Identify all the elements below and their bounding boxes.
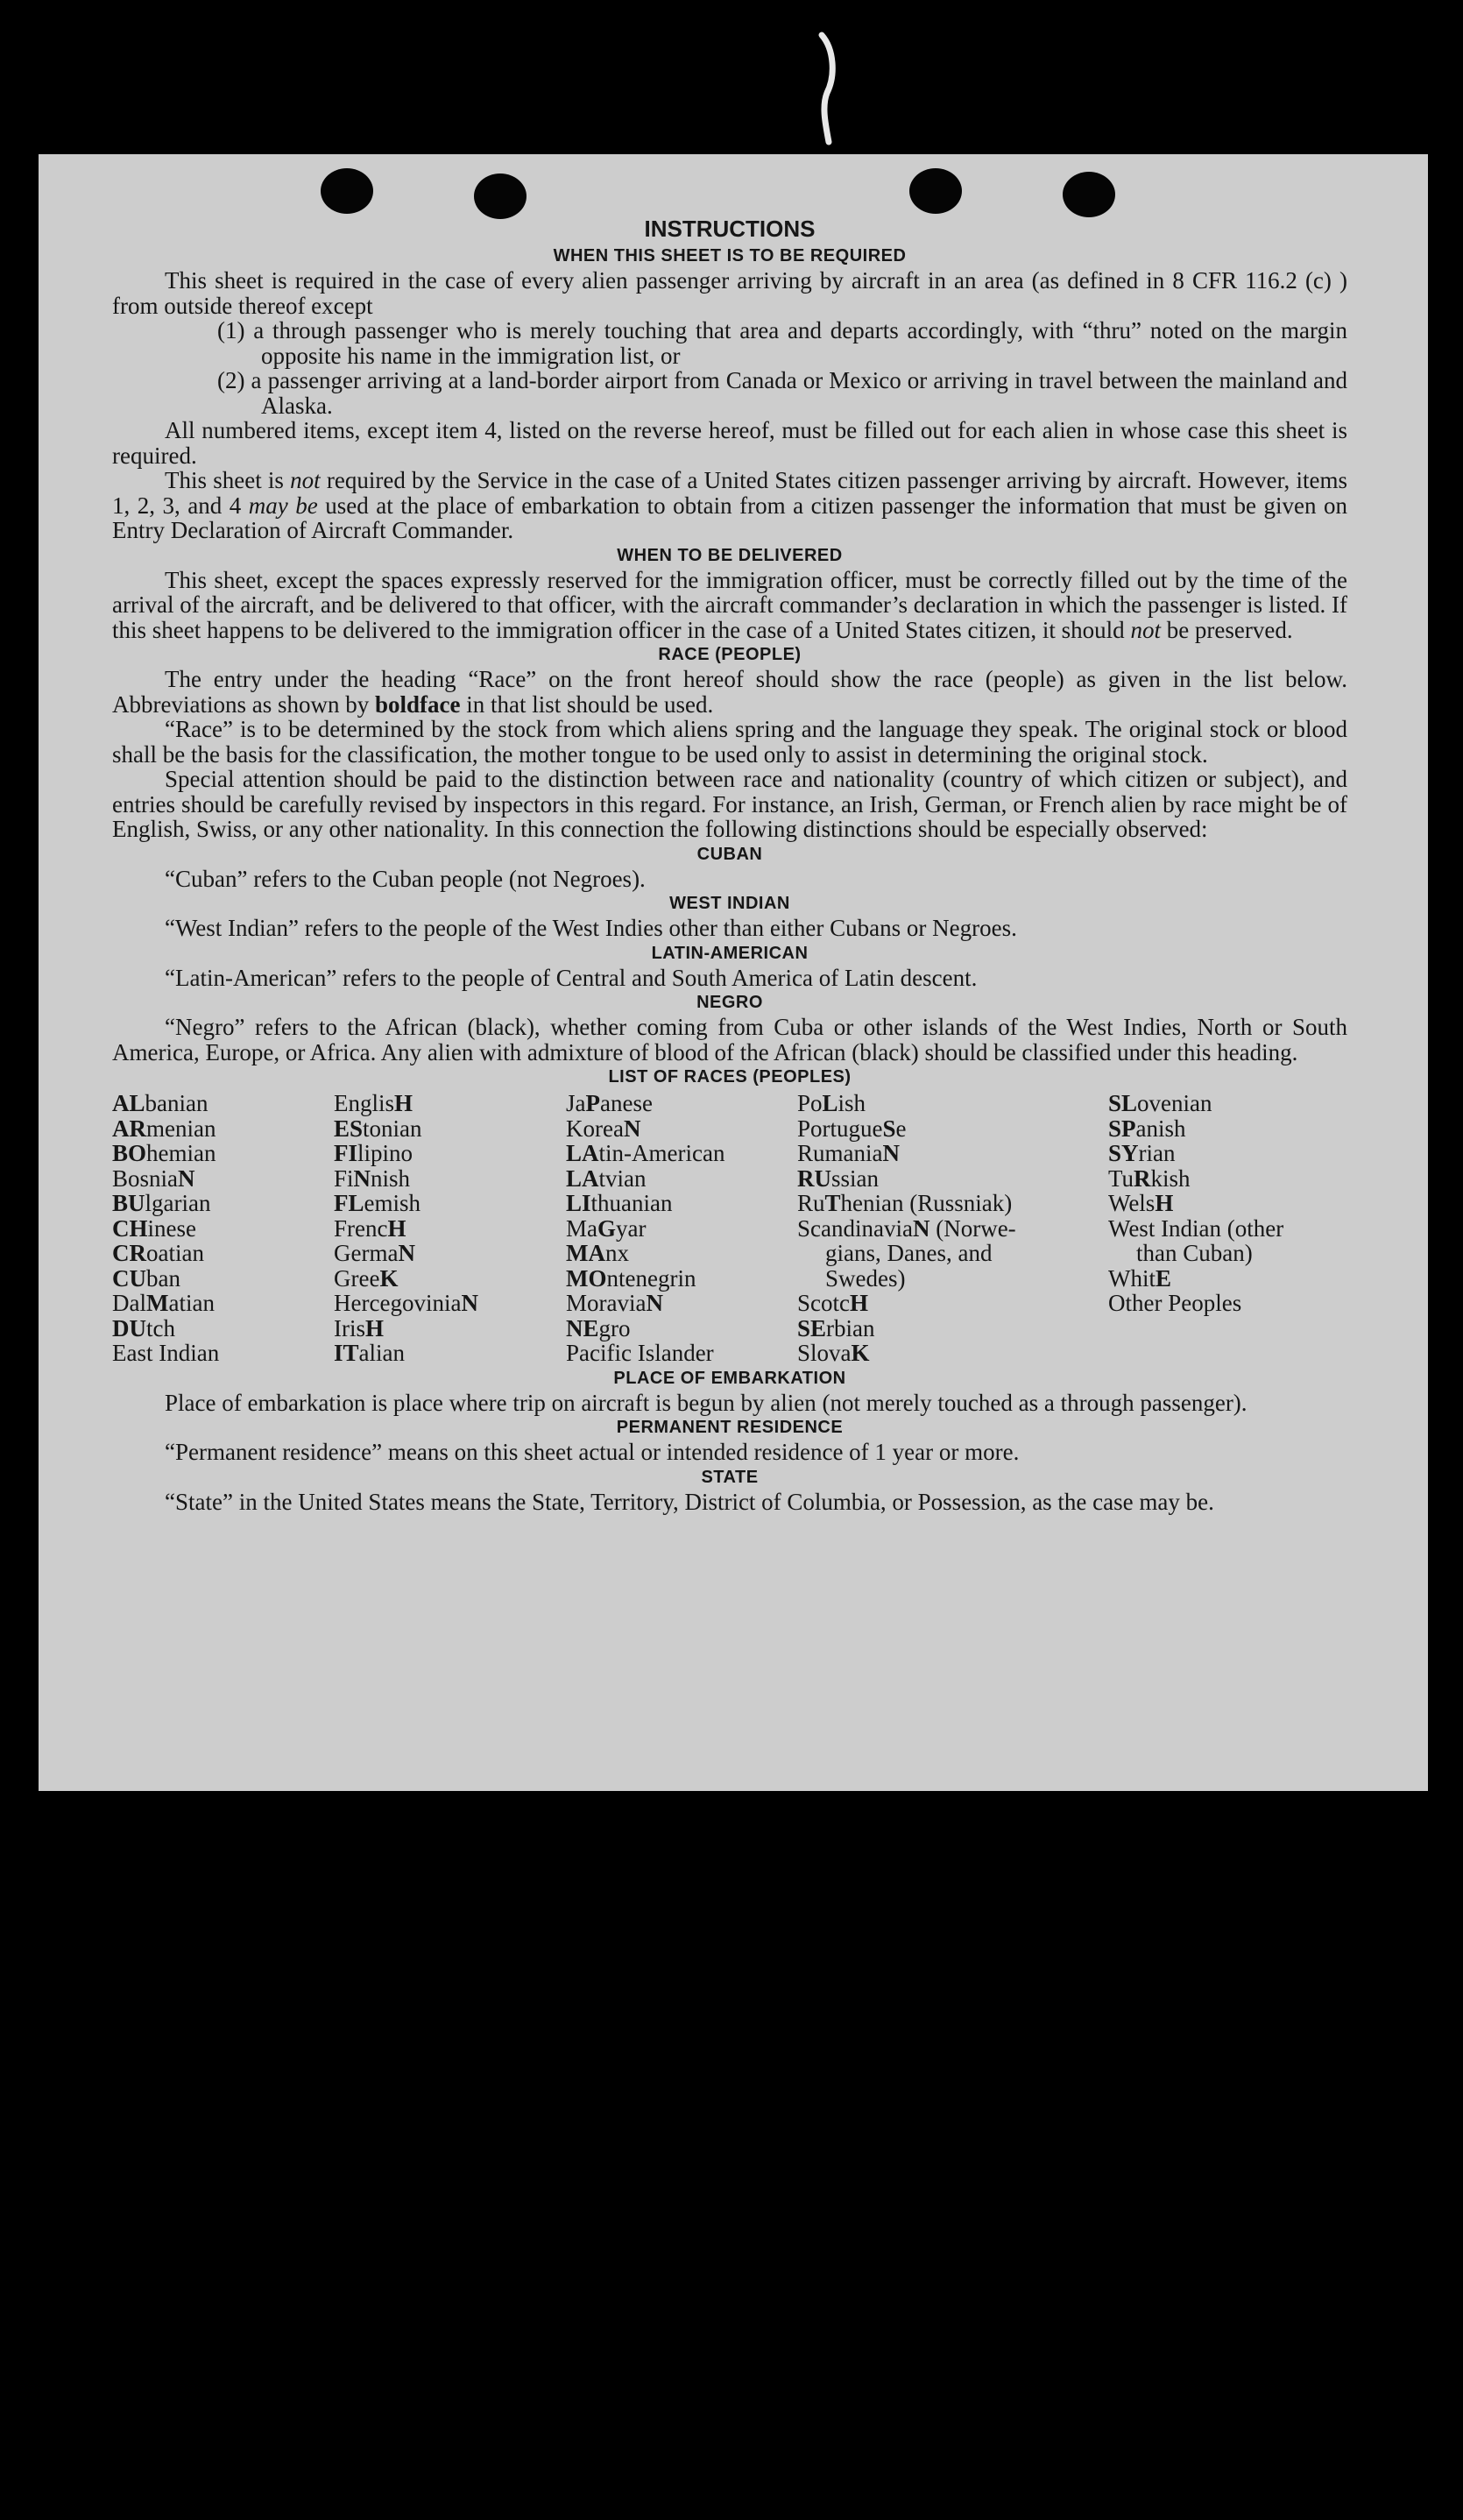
race-entry: BosniaN: [112, 1164, 195, 1192]
section-heading: RACE (PEOPLE): [658, 645, 802, 664]
paragraph: This sheet, except the spaces expressly reserved for the immigration officer, must be correctly filled out by the time of the arrival of the aircraft, and be delivered to that officer, with the aircraft commander’s declaration in which the passenger is listed. If this sheet happens to be delivered to the immigration officer in the case of a United States citizen, it should not be preserved.: [112, 566, 1347, 643]
race-entry: ScotcH: [797, 1290, 869, 1316]
section-heading: WEST INDIAN: [669, 894, 790, 913]
instruction-sheet: [39, 154, 1428, 1791]
race-entry: BOhemian: [112, 1140, 216, 1166]
paragraph: “Latin-American” refers to the people of Central and South America of Latin descent.: [165, 964, 978, 991]
race-entry: GreeK: [334, 1264, 399, 1292]
race-entry: MOntenegrin: [566, 1264, 696, 1292]
race-entry: WelsH: [1108, 1190, 1174, 1216]
race-entry: MoraviaN: [566, 1290, 663, 1316]
race-entry: SErbian: [797, 1314, 875, 1341]
race-entry: WhitE: [1108, 1264, 1172, 1292]
paragraph: “Cuban” refers to the Cuban people (not Negroes).: [165, 865, 646, 892]
binder-hole: [1063, 172, 1115, 217]
race-entry: East Indian: [112, 1340, 220, 1366]
race-entry: gians, Danes, and: [825, 1240, 993, 1266]
race-entry: BUlgarian: [112, 1190, 211, 1216]
page-title: INSTRUCTIONS: [644, 216, 816, 242]
race-entry: SPanish: [1108, 1115, 1186, 1142]
binder-hole: [474, 173, 527, 219]
paragraph: All numbered items, except item 4, listed on the reverse hereof, must be filled out for each alien in whose case this sheet is required.: [112, 417, 1347, 469]
race-entry: RUssian: [797, 1164, 879, 1192]
race-entry: West Indian (other: [1108, 1214, 1284, 1242]
race-entry: RuThenian (Russniak): [797, 1190, 1013, 1216]
race-entry: Swedes): [825, 1264, 906, 1292]
race-entry: MaGyar: [566, 1214, 647, 1242]
section-heading: STATE: [701, 1467, 759, 1487]
race-entry: ARmenian: [112, 1115, 216, 1142]
paragraph: The entry under the heading “Race” on the front hereof should show the race (people) as given in the list below. Abbreviations as shown by boldface in that list should be used.: [112, 666, 1347, 718]
race-entry: than Cuban): [1136, 1240, 1253, 1266]
race-entry: CUban: [112, 1264, 180, 1292]
race-entry: JaPanese: [566, 1090, 653, 1116]
race-entry: FrencH: [334, 1214, 406, 1242]
section-heading: WHEN TO BE DELIVERED: [617, 545, 843, 565]
race-entry: LAtvian: [566, 1164, 647, 1192]
paragraph: Special attention should be paid to the distinction between race and nationality (country of which citizen or subject), and entries should be carefully revised by inspectors in this regard. For instance, an Irish, German, or French alien by race might be of English, Swiss, or any other nationality. In this connection the following distinctions should be especially observed:: [112, 766, 1347, 842]
numbered-item: (2) a passenger arriving at a land-border airport from Canada or Mexico or arriving in travel between the mainland and Alaska.: [217, 367, 1347, 419]
section-heading: LIST OF RACES (PEOPLES): [608, 1067, 852, 1087]
race-entry: CRoatian: [112, 1240, 204, 1266]
paragraph: “West Indian” refers to the people of the West Indies other than either Cubans or Negroes.: [165, 915, 1017, 941]
binder-hole: [321, 168, 373, 214]
race-column: [334, 1091, 566, 1366]
race-entry: IrisH: [334, 1314, 385, 1341]
race-entry: SlovaK: [797, 1340, 870, 1366]
race-entry: ITalian: [334, 1340, 406, 1366]
paragraph: “Negro” refers to the African (black), whether coming from Cuba or other islands of the West Indies, North or South America, Europe, or Africa. Any alien with admixture of blood of the African (black) should be classified under this heading.: [112, 1014, 1347, 1065]
paragraph: This sheet is not required by the Service in the case of a United States citizen passenger arriving by aircraft. However, items 1, 2, 3, and 4 may be used at the place of embarkation to obtain from a citizen passenger the information that must be given on Entry Declaration of Aircraft Commander.: [112, 467, 1348, 543]
section-heading: WHEN THIS SHEET IS TO BE REQUIRED: [553, 246, 907, 265]
race-entry: DalMatian: [112, 1290, 215, 1316]
section-heading: NEGRO: [696, 993, 763, 1012]
race-entry: Other Peoples: [1108, 1290, 1242, 1316]
section-heading: LATIN-AMERICAN: [651, 943, 809, 963]
race-entry: Pacific Islander: [566, 1340, 714, 1366]
race-entry: FIlipino: [334, 1140, 413, 1166]
race-entry: LAtin-American: [566, 1140, 725, 1166]
race-entry: KoreaN: [566, 1115, 641, 1142]
race-entry: SYrian: [1108, 1140, 1176, 1166]
race-entry: LIthuanian: [566, 1190, 673, 1216]
race-entry: TuRkish: [1108, 1164, 1191, 1192]
race-entry: FiNnish: [334, 1164, 411, 1192]
paragraph: “Race” is to be determined by the stock from which aliens spring and the language they speak. The original stock or blood shall be the basis for the classification, the mother tongue to be used only to assist in determining the original stock.: [112, 716, 1347, 768]
race-entry: PortugueSe: [797, 1115, 907, 1142]
race-entry: EStonian: [334, 1115, 422, 1142]
race-entry: PoLish: [797, 1090, 866, 1116]
race-entry: HercegoviniaN: [334, 1290, 478, 1316]
race-column: [112, 1091, 334, 1366]
race-column: [1108, 1091, 1347, 1366]
paragraph: This sheet is required in the case of every alien passenger arriving by aircraft in an area (as defined in 8 CFR 116.2 (c) ) from outside thereof except: [112, 267, 1347, 319]
section-heading: PLACE OF EMBARKATION: [613, 1368, 846, 1388]
race-entry: MAnx: [566, 1240, 629, 1266]
race-list: [112, 1091, 1347, 1366]
sheet-content: [112, 214, 1347, 1514]
race-entry: RumaniaN: [797, 1140, 900, 1166]
section-heading: PERMANENT RESIDENCE: [616, 1418, 844, 1437]
binder-hole: [909, 168, 962, 214]
race-entry: ScandinaviaN (Norwe-: [797, 1214, 1016, 1242]
race-entry: SLovenian: [1108, 1090, 1212, 1116]
paper-curl-mark: [815, 32, 841, 145]
paragraph: Place of embarkation is place where trip on aircraft is begun by alien (not merely touched as a through passenger).: [165, 1389, 1247, 1416]
race-entry: DUtch: [112, 1314, 175, 1341]
race-entry: NEgro: [566, 1314, 631, 1341]
numbered-item: (1) a through passenger who is merely touching that area and departs accordingly, with “thru” noted on the margin opposite his name in the immigration list, or: [217, 317, 1347, 369]
paragraph: “State” in the United States means the State, Territory, District of Columbia, or Possession, as the case may be.: [165, 1488, 1214, 1515]
race-entry: ALbanian: [112, 1090, 208, 1116]
race-entry: GermaN: [334, 1240, 415, 1266]
race-column: [566, 1091, 797, 1366]
paragraph: “Permanent residence” means on this sheet actual or intended residence of 1 year or more.: [165, 1439, 1020, 1465]
section-heading: CUBAN: [696, 844, 763, 864]
race-column: [797, 1091, 1108, 1366]
race-entry: EnglisH: [334, 1090, 413, 1116]
race-entry: CHinese: [112, 1214, 196, 1242]
race-entry: FLemish: [334, 1190, 421, 1216]
